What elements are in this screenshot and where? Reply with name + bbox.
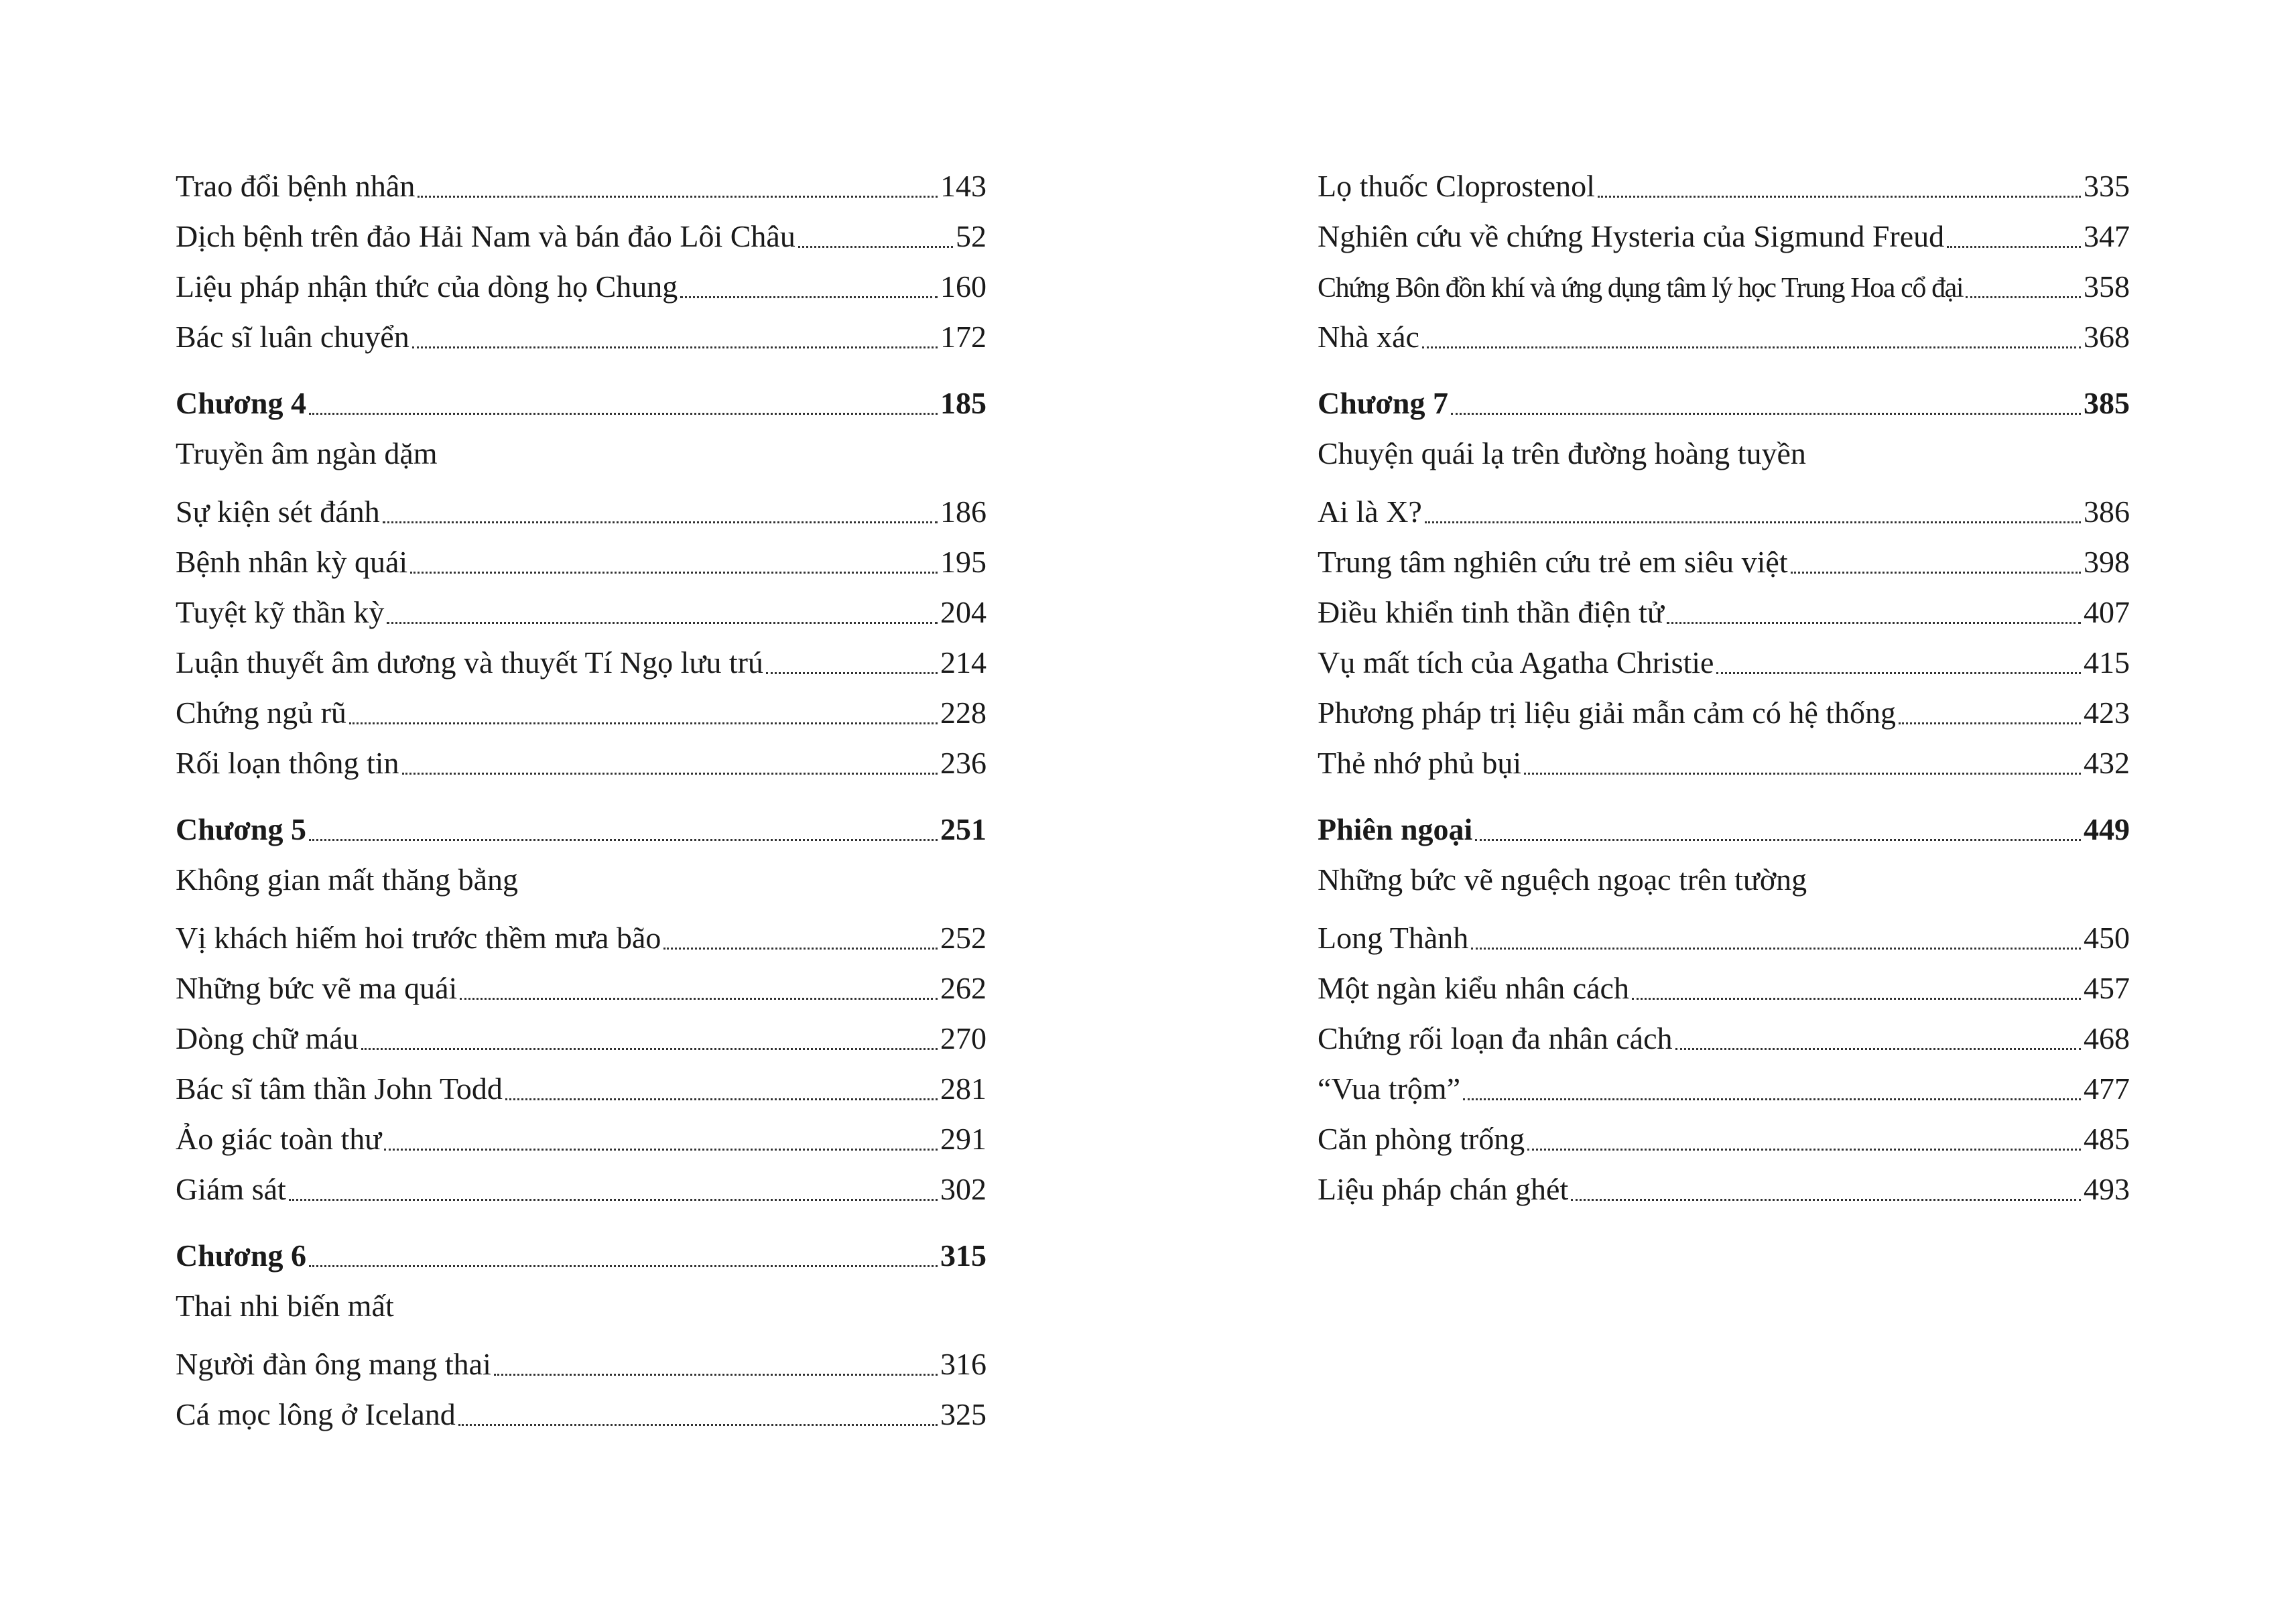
toc-left-column — [176, 151, 986, 1430]
toc-entry-title: Bác sĩ luân chuyển — [176, 320, 409, 354]
toc-entry — [176, 1380, 986, 1430]
toc-entry — [176, 477, 986, 527]
toc-entry-title: Vị khách hiếm hoi trước thềm mưa bão — [176, 921, 661, 955]
toc-entry-title: Dịch bệnh trên đảo Hải Nam và bán đảo Lôi Châu — [176, 219, 795, 253]
toc-entry — [176, 1104, 986, 1155]
toc-page-number: 432 — [2084, 746, 2130, 780]
chapter-subtitle: Không gian mất thăng bằng — [176, 862, 519, 897]
toc-page-number: 172 — [940, 320, 986, 354]
toc-entry — [176, 151, 986, 202]
dot-leader — [289, 1198, 938, 1201]
dot-leader — [309, 838, 938, 841]
dot-leader — [1571, 1198, 2081, 1201]
toc-entry — [1318, 954, 2130, 1004]
toc-page-number: 347 — [2084, 219, 2130, 253]
toc-page-number: 52 — [956, 219, 986, 253]
dot-leader — [383, 521, 938, 523]
toc-entry — [176, 678, 986, 728]
chapter-subtitle: Truyền âm ngàn dặm — [176, 436, 438, 470]
dot-leader — [680, 296, 938, 298]
toc-chapter-heading — [176, 369, 986, 419]
dot-leader — [412, 346, 938, 348]
toc-page-number: 407 — [2084, 595, 2130, 629]
toc-chapter-heading — [1318, 369, 2130, 419]
toc-entry-title: Chương 6 — [176, 1238, 306, 1273]
toc-entry-title: Chứng rối loạn đa nhân cách — [1318, 1021, 1673, 1055]
toc-entry — [176, 1004, 986, 1054]
toc-page-number: 186 — [940, 495, 986, 529]
toc-page-number: 415 — [2084, 645, 2130, 679]
toc-page-number: 325 — [940, 1397, 986, 1431]
toc-page-number: 477 — [2084, 1072, 2130, 1106]
toc-entry-title: Vụ mất tích của Agatha Christie — [1318, 645, 1714, 679]
dot-leader — [418, 195, 938, 198]
toc-entry-title: Chứng Bôn đồn khí và ứng dụng tâm lý học Trung Hoa cổ đại — [1318, 273, 1964, 304]
toc-entry — [176, 302, 986, 352]
dot-leader — [460, 997, 938, 1000]
dot-leader — [663, 947, 938, 950]
toc-entry-title: Chương 5 — [176, 812, 306, 846]
toc-entry-title: Dòng chữ máu — [176, 1021, 359, 1055]
toc-page-number: 450 — [2084, 921, 2130, 955]
toc-entry — [1318, 1004, 2130, 1054]
toc-right-column — [1318, 151, 2130, 1205]
toc-entry-title: Một ngàn kiểu nhân cách — [1318, 971, 1629, 1005]
toc-entry — [1318, 202, 2130, 252]
toc-entry-title: Căn phòng trống — [1318, 1122, 1525, 1156]
toc-chapter-heading — [176, 1221, 986, 1271]
toc-page-number: 236 — [940, 746, 986, 780]
toc-page-number: 228 — [940, 696, 986, 730]
toc-entry-title: Liệu pháp nhận thức của dòng họ Chung — [176, 269, 678, 304]
toc-entry — [176, 527, 986, 578]
toc-entry — [176, 954, 986, 1004]
toc-entry-title: Chứng ngủ rũ — [176, 696, 346, 730]
toc-entry — [1318, 628, 2130, 678]
toc-entry-title: Chương 7 — [1318, 386, 1448, 420]
dot-leader — [1527, 1148, 2081, 1151]
toc-entry-title: Những bức vẽ ma quái — [176, 971, 458, 1005]
toc-entry-title: Sự kiện sét đánh — [176, 495, 380, 529]
toc-entry — [176, 903, 986, 954]
toc-entry — [1318, 678, 2130, 728]
toc-chapter-heading — [176, 795, 986, 845]
toc-entry-title: Luận thuyết âm dương và thuyết Tí Ngọ lưu trú — [176, 645, 763, 679]
dot-leader — [798, 245, 953, 248]
toc-page-number: 316 — [940, 1347, 986, 1381]
dot-leader — [1451, 412, 2081, 415]
toc-entry — [176, 1054, 986, 1104]
toc-entry-title: Nhà xác — [1318, 320, 1419, 354]
dot-leader — [1947, 245, 2081, 248]
toc-page-number: 252 — [940, 921, 986, 955]
toc-entry-title: Ai là X? — [1318, 495, 1422, 529]
dot-leader — [1471, 947, 2081, 950]
toc-entry-title: Phương pháp trị liệu giải mẫn cảm có hệ thống — [1318, 696, 1897, 730]
dot-leader — [458, 1423, 938, 1426]
toc-entry — [1318, 578, 2130, 628]
toc-entry-title: Long Thành — [1318, 921, 1469, 955]
dot-leader — [349, 722, 938, 724]
toc-page-number: 358 — [2084, 269, 2130, 304]
toc-entry — [1318, 151, 2130, 202]
toc-entry-title: Phiên ngoại — [1318, 812, 1473, 846]
toc-entry-title: Liệu pháp chán ghét — [1318, 1172, 1569, 1206]
toc-entry — [176, 202, 986, 252]
toc-entry-title: Tuyệt kỹ thần kỳ — [176, 595, 385, 629]
toc-entry-title: Giám sát — [176, 1172, 286, 1206]
toc-page-number: 468 — [2084, 1021, 2130, 1055]
dot-leader — [1899, 722, 2081, 724]
dot-leader — [1791, 571, 2081, 574]
toc-entry-title: Điều khiển tinh thần điện tử — [1318, 595, 1664, 629]
toc-entry — [1318, 527, 2130, 578]
toc-page-number: 302 — [940, 1172, 986, 1206]
toc-page-number: 398 — [2084, 545, 2130, 579]
dot-leader — [1475, 838, 2081, 841]
toc-chapter-heading — [1318, 795, 2130, 845]
toc-entry-title: Nghiên cứu về chứng Hysteria của Sigmund Freud — [1318, 219, 1945, 253]
dot-leader — [505, 1098, 938, 1100]
toc-page-number: 386 — [2084, 495, 2130, 529]
toc-entry — [1318, 252, 2130, 302]
chapter-subtitle: Chuyện quái lạ trên đường hoàng tuyền — [1318, 436, 1806, 470]
toc-page-number: 281 — [940, 1072, 986, 1106]
dot-leader — [309, 1264, 938, 1267]
toc-entry — [176, 628, 986, 678]
dot-leader — [766, 671, 938, 674]
toc-page-number: 185 — [940, 386, 986, 420]
toc-entry-title: Cá mọc lông ở Iceland — [176, 1397, 456, 1431]
toc-entry-title: Trao đổi bệnh nhân — [176, 169, 416, 203]
dot-leader — [1716, 671, 2081, 674]
dot-leader — [384, 1148, 938, 1151]
toc-page-number: 493 — [2084, 1172, 2130, 1206]
dot-leader — [309, 412, 938, 415]
toc-page-number: 335 — [2084, 169, 2130, 203]
toc-page-number: 385 — [2084, 386, 2130, 420]
dot-leader — [1425, 521, 2081, 523]
chapter-subtitle: Những bức vẽ nguệch ngoạc trên tường — [1318, 862, 1807, 897]
toc-entry-title: Thẻ nhớ phủ bụi — [1318, 746, 1522, 780]
toc-page-number: 251 — [940, 812, 986, 846]
toc-page-number: 262 — [940, 971, 986, 1005]
dot-leader — [1524, 772, 2081, 775]
dot-leader — [1632, 997, 2081, 1000]
toc-page-number: 270 — [940, 1021, 986, 1055]
toc-page-number: 423 — [2084, 696, 2130, 730]
toc-entry — [1318, 728, 2130, 779]
dot-leader — [494, 1373, 938, 1376]
chapter-subtitle: Thai nhi biến mất — [176, 1289, 394, 1323]
dot-leader — [1667, 621, 2081, 624]
toc-entry-title: Rối loạn thông tin — [176, 746, 399, 780]
toc-entry-title: “Vua trộm” — [1318, 1072, 1461, 1106]
toc-entry — [176, 728, 986, 779]
toc-entry-title: Chương 4 — [176, 386, 306, 420]
toc-entry-title: Trung tâm nghiên cứu trẻ em siêu việt — [1318, 545, 1788, 579]
toc-entry — [1318, 477, 2130, 527]
dot-leader — [1598, 195, 2081, 198]
dot-leader — [387, 621, 938, 624]
toc-page-number: 315 — [940, 1238, 986, 1273]
toc-page-number: 368 — [2084, 320, 2130, 354]
toc-entry — [1318, 1104, 2130, 1155]
toc-page-number: 204 — [940, 595, 986, 629]
dot-leader — [1966, 296, 2081, 298]
toc-entry — [1318, 1155, 2130, 1205]
toc-page-number: 214 — [940, 645, 986, 679]
toc-entry — [176, 578, 986, 628]
toc-page-number: 291 — [940, 1122, 986, 1156]
toc-entry — [1318, 903, 2130, 954]
dot-leader — [1463, 1098, 2081, 1100]
dot-leader — [1422, 346, 2081, 348]
dot-leader — [402, 772, 938, 775]
toc-entry-title: Người đàn ông mang thai — [176, 1347, 491, 1381]
toc-entry — [176, 1329, 986, 1380]
toc-page-number: 195 — [940, 545, 986, 579]
toc-entry — [176, 252, 986, 302]
toc-page-number: 143 — [940, 169, 986, 203]
toc-page-number: 485 — [2084, 1122, 2130, 1156]
dot-leader — [361, 1047, 938, 1050]
toc-entry — [176, 1155, 986, 1205]
toc-entry — [1318, 1054, 2130, 1104]
toc-page-number: 449 — [2084, 812, 2130, 846]
toc-entry-title: Bác sĩ tâm thần John Todd — [176, 1072, 503, 1106]
toc-entry-title: Bệnh nhân kỳ quái — [176, 545, 408, 579]
dot-leader — [1675, 1047, 2082, 1050]
toc-page-number: 457 — [2084, 971, 2130, 1005]
toc-entry-title: Lọ thuốc Cloprostenol — [1318, 169, 1595, 203]
toc-entry — [1318, 302, 2130, 352]
dot-leader — [410, 571, 938, 574]
toc-page-number: 160 — [940, 269, 986, 304]
toc-entry-title: Ảo giác toàn thư — [176, 1122, 382, 1156]
